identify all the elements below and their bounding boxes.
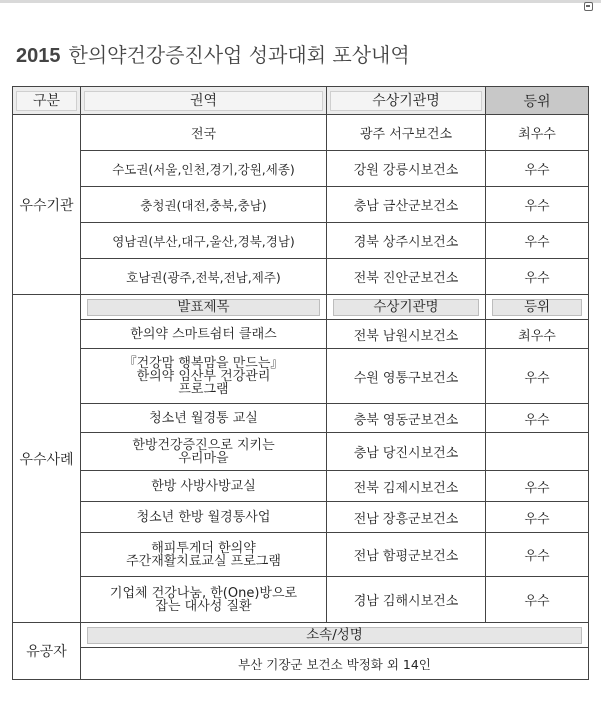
table-row <box>13 471 589 502</box>
rank-cell: 우수 <box>486 259 589 295</box>
cases-header-row <box>13 295 589 320</box>
header-region: 권역 <box>81 87 327 115</box>
table-row <box>13 648 589 680</box>
rank-cell: 우수 <box>486 151 589 187</box>
rank-cell: 우수 <box>486 187 589 223</box>
category-institutions: 우수기관 <box>13 115 81 295</box>
table-row <box>13 320 589 349</box>
table-header-row <box>13 87 589 115</box>
rank-cell: 우수 <box>486 223 589 259</box>
region-cell: 충청권(대전,충북,충남) <box>81 187 327 223</box>
winner-cell: 전남 함평군보건소 <box>327 533 486 577</box>
merit-value: 부산 기장군 보건소 박정화 외 14인 <box>81 648 589 680</box>
region-cell: 전국 <box>81 115 327 151</box>
header-topic: 발표제목 <box>81 295 327 320</box>
header-case-rank: 등위 <box>486 295 589 320</box>
topic-cell: 청소년 월경통 교실 <box>81 404 327 433</box>
rank-cell: 우수 <box>486 349 589 404</box>
rank-cell: 우수 <box>486 502 589 533</box>
rank-cell: 최우수 <box>486 115 589 151</box>
rank-cell: 우수 <box>486 471 589 502</box>
winner-cell: 경북 상주시보건소 <box>327 223 486 259</box>
region-cell: 수도권(서울,인천,경기,강원,세종) <box>81 151 327 187</box>
title-text: 한의약건강증진사업 성과대회 포상내역 <box>68 43 410 67</box>
title-year: 2015 <box>16 45 61 67</box>
header-case-winner: 수상기관명 <box>327 295 486 320</box>
table-row <box>13 187 589 223</box>
winner-cell: 전북 진안군보건소 <box>327 259 486 295</box>
rank-cell: 우수 <box>486 533 589 577</box>
rank-cell: 최우수 <box>486 320 589 349</box>
topic-cell: 기업체 건강나눔, 한(One)방으로 잡는 대사성 질환 <box>81 577 327 623</box>
winner-cell: 충북 영동군보건소 <box>327 404 486 433</box>
winner-cell: 충남 금산군보건소 <box>327 187 486 223</box>
settings-icon[interactable] <box>584 2 593 11</box>
region-cell: 영남권(부산,대구,울산,경북,경남) <box>81 223 327 259</box>
table-row <box>13 349 589 404</box>
rank-cell: 우수 <box>486 577 589 623</box>
winner-cell: 경남 김해시보건소 <box>327 577 486 623</box>
table-row <box>13 533 589 577</box>
table-row <box>13 577 589 623</box>
category-cases: 우수사례 <box>13 295 81 623</box>
winner-cell: 강원 강릉시보건소 <box>327 151 486 187</box>
winner-cell: 전북 김제시보건소 <box>327 471 486 502</box>
table-row <box>13 404 589 433</box>
table-row <box>13 433 589 471</box>
header-affiliation-name: 소속/성명 <box>81 623 589 648</box>
winner-cell: 충남 당진시보건소 <box>327 433 486 471</box>
topic-cell: 『건강맘 행복맘을 만드는』 한의약 임산부 건강관리 프로그램 <box>81 349 327 404</box>
rank-cell: 우수 <box>486 404 589 433</box>
page-title <box>16 40 576 70</box>
region-cell: 호남권(광주,전북,전남,제주) <box>81 259 327 295</box>
table-row <box>13 115 589 151</box>
topic-cell: 한의약 스마트쉼터 클래스 <box>81 320 327 349</box>
table-row <box>13 151 589 187</box>
table-row <box>13 502 589 533</box>
table-row <box>13 223 589 259</box>
table-row <box>13 259 589 295</box>
winner-cell: 전북 남원시보건소 <box>327 320 486 349</box>
topic-cell: 청소년 한방 월경통사업 <box>81 502 327 533</box>
header-winner: 수상기관명 <box>327 87 486 115</box>
rank-cell <box>486 433 589 471</box>
winner-cell: 수원 영통구보건소 <box>327 349 486 404</box>
winner-cell: 광주 서구보건소 <box>327 115 486 151</box>
winner-cell: 전남 장흥군보건소 <box>327 502 486 533</box>
header-rank: 등위 <box>486 87 589 115</box>
awards-table <box>12 86 589 680</box>
header-category: 구분 <box>13 87 81 115</box>
merit-header-row <box>13 623 589 648</box>
topic-cell: 한방건강증진으로 지키는 우리마을 <box>81 433 327 471</box>
topic-cell: 한방 사방사방교실 <box>81 471 327 502</box>
top-border <box>0 0 601 3</box>
category-merit: 유공자 <box>13 623 81 680</box>
topic-cell: 해피투게더 한의약 주간재활치료교실 프로그램 <box>81 533 327 577</box>
